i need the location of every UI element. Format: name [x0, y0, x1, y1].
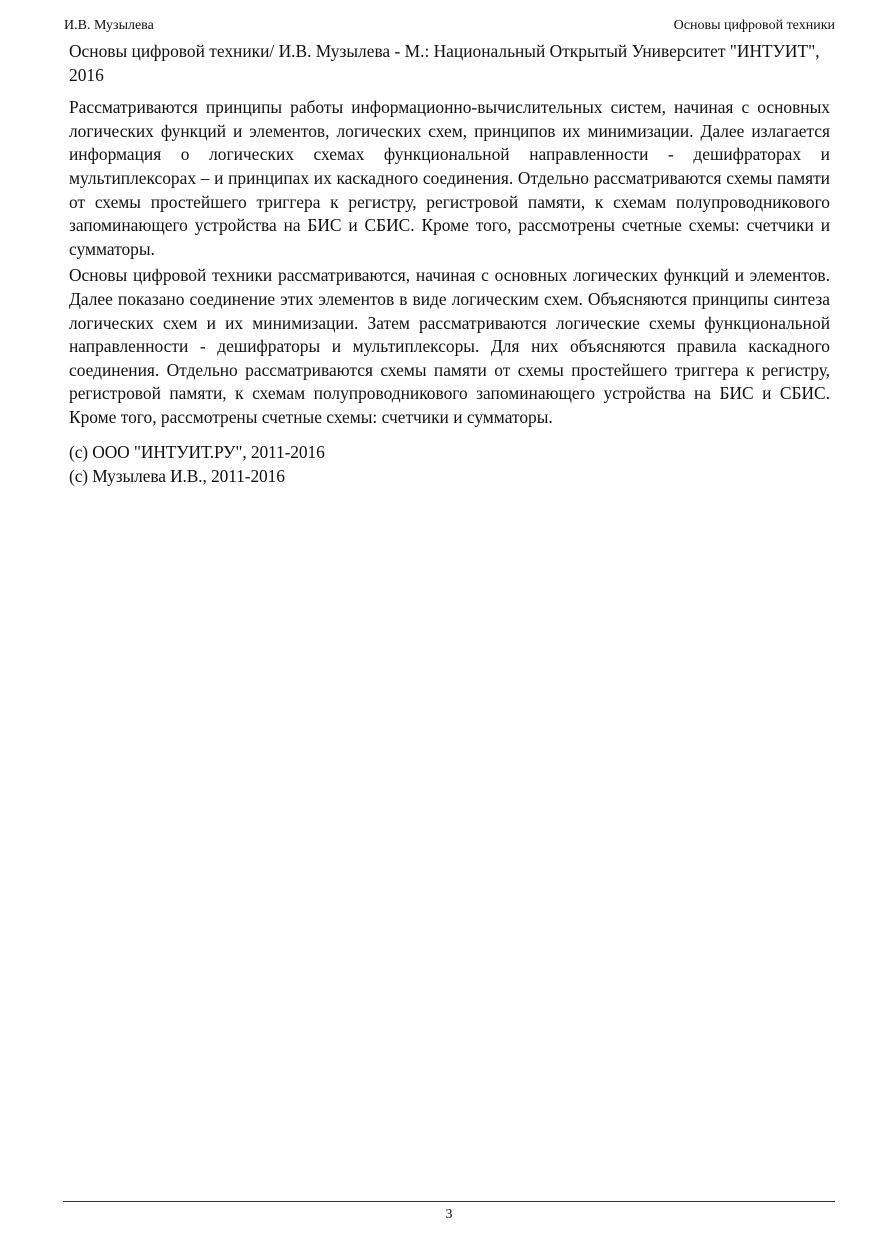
abstract-paragraph-2: Основы цифровой техники рассматриваются, начиная с основных логических функций и элементов. Далее показано соединение этих элементов в виде логическим схем. Объясняются принципы синтеза логических схем и их минимизации. Затем рассматриваются логические схемы функциональной направленности - дешифраторы и мультиплексоры. Для них объясняются правила каскадного соединения. Отдельно рассматриваются схемы памяти от схемы простейшего триггера к регистру, регистровой памяти, к схемам полупроводникового запоминающего устройства на БИС и СБИС. Кроме того, рассмотрены счетные схемы: счетчики и сумматоры.: [69, 265, 830, 427]
page-number: 3: [445, 1207, 453, 1222]
copyright-line-2: (c) Музылева И.В., 2011-2016: [69, 466, 285, 486]
abstract-paragraph-1: Рассматриваются принципы работы информационно-вычислительных систем, начиная с основных логических функций и элементов, логических схем, принципов их минимизации. Далее излагается информация о логических схемах функциональной направленности - дешифраторах и мультиплексорах – и принципах их каскадного соединения. Отдельно рассматриваются схемы памяти от схемы простейшего триггера к регистру, регистровой памяти, к схемам полупроводникового запоминающего устройства на БИС и СБИС. Кроме того, рассмотрены счетные схемы: счетчики и сумматоры.: [69, 97, 830, 259]
footer-divider: [63, 1201, 835, 1202]
header-title: Основы цифровой техники: [673, 18, 835, 33]
running-header: [64, 16, 835, 36]
copyright-block: [69, 440, 830, 489]
copyright-line-1: (c) ООО "ИНТУИТ.РУ", 2011-2016: [69, 441, 325, 462]
header-author: И.В. Музылева: [64, 18, 154, 33]
page-content: [69, 40, 830, 489]
bibliographic-citation: Основы цифровой техники/ И.В. Музылева - М.: Национальный Открытый Университет "ИНТУИТ", 2016: [69, 41, 820, 85]
